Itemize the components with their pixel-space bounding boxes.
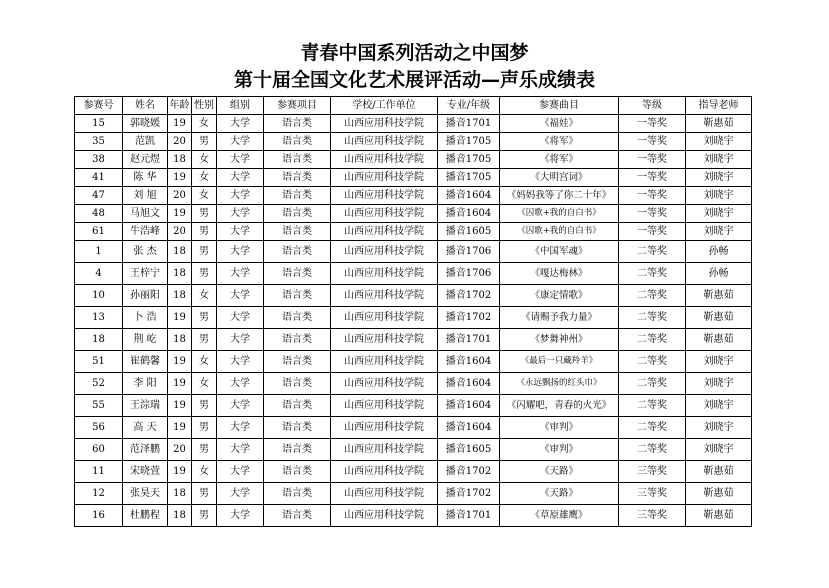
table-row [75, 285, 752, 307]
table-row [75, 187, 752, 205]
cell-age: 19 [168, 373, 192, 395]
cell-age: 20 [168, 133, 192, 151]
cell-teacher: 刘晓宇 [686, 187, 752, 205]
cell-name: 高 天 [123, 417, 168, 439]
cell-song: 《草原雄鹰》 [500, 505, 619, 527]
cell-major: 播音1702 [438, 461, 500, 483]
cell-number: 12 [75, 483, 123, 505]
cell-major: 播音1706 [438, 241, 500, 263]
cell-school: 山西应用科技学院 [331, 439, 438, 461]
cell-gender: 男 [192, 395, 217, 417]
cell-name: 陈 华 [123, 169, 168, 187]
cell-major: 播音1702 [438, 307, 500, 329]
cell-teacher: 孙畅 [686, 263, 752, 285]
cell-teacher: 刘晓宇 [686, 133, 752, 151]
cell-school: 山西应用科技学院 [331, 483, 438, 505]
cell-grade: 二等奖 [619, 351, 686, 373]
cell-grade: 一等奖 [619, 223, 686, 241]
cell-song: 《审判》 [500, 439, 619, 461]
cell-teacher: 刘晓宇 [686, 439, 752, 461]
title-line-2: 第十届全国文化艺术展评活动—声乐成绩表 [233, 69, 595, 91]
cell-teacher: 靳惠茹 [686, 285, 752, 307]
cell-teacher: 靳惠茹 [686, 461, 752, 483]
cell-teacher: 靳惠茹 [686, 307, 752, 329]
cell-grade: 二等奖 [619, 417, 686, 439]
cell-major: 播音1705 [438, 133, 500, 151]
cell-school: 山西应用科技学院 [331, 187, 438, 205]
cell-gender: 女 [192, 373, 217, 395]
cell-song: 《将军》 [500, 151, 619, 169]
cell-category: 语言类 [264, 115, 331, 133]
cell-number: 15 [75, 115, 123, 133]
cell-number: 56 [75, 417, 123, 439]
cell-gender: 女 [192, 169, 217, 187]
cell-song: 《囚歌+我的自白书》 [500, 205, 619, 223]
col-header-category: 参赛项目 [264, 97, 331, 115]
cell-song: 《福娃》 [500, 115, 619, 133]
cell-age: 19 [168, 461, 192, 483]
cell-song: 《请赐予我力量》 [500, 307, 619, 329]
cell-gender: 男 [192, 329, 217, 351]
col-header-gender: 性别 [192, 97, 217, 115]
table-row [75, 373, 752, 395]
cell-teacher: 刘晓宇 [686, 223, 752, 241]
col-header-age: 年龄 [168, 97, 192, 115]
cell-song: 《天路》 [500, 483, 619, 505]
cell-group: 大学 [217, 329, 264, 351]
cell-school: 山西应用科技学院 [331, 115, 438, 133]
cell-category: 语言类 [264, 461, 331, 483]
cell-teacher: 靳惠茹 [686, 115, 752, 133]
cell-number: 35 [75, 133, 123, 151]
cell-grade: 二等奖 [619, 373, 686, 395]
cell-group: 大学 [217, 439, 264, 461]
cell-major: 播音1701 [438, 329, 500, 351]
cell-age: 19 [168, 205, 192, 223]
cell-name: 牛浩峰 [123, 223, 168, 241]
cell-category: 语言类 [264, 285, 331, 307]
cell-grade: 二等奖 [619, 329, 686, 351]
cell-name: 刘 旭 [123, 187, 168, 205]
cell-gender: 女 [192, 351, 217, 373]
cell-age: 19 [168, 395, 192, 417]
table-row [75, 505, 752, 527]
cell-major: 播音1702 [438, 285, 500, 307]
cell-song: 《妈妈我等了你二十年》 [500, 187, 619, 205]
cell-song: 《最后一只藏羚羊》 [500, 351, 619, 373]
cell-school: 山西应用科技学院 [331, 395, 438, 417]
cell-school: 山西应用科技学院 [331, 151, 438, 169]
cell-grade: 三等奖 [619, 483, 686, 505]
cell-group: 大学 [217, 285, 264, 307]
cell-number: 13 [75, 307, 123, 329]
cell-age: 20 [168, 439, 192, 461]
cell-age: 18 [168, 241, 192, 263]
col-header-group: 组别 [217, 97, 264, 115]
cell-teacher: 刘晓宇 [686, 151, 752, 169]
cell-school: 山西应用科技学院 [331, 205, 438, 223]
table-row [75, 483, 752, 505]
cell-group: 大学 [217, 395, 264, 417]
cell-major: 播音1605 [438, 223, 500, 241]
table-row [75, 461, 752, 483]
cell-gender: 男 [192, 483, 217, 505]
cell-song: 《梦舞神州》 [500, 329, 619, 351]
cell-major: 播音1705 [438, 169, 500, 187]
cell-number: 51 [75, 351, 123, 373]
cell-number: 1 [75, 241, 123, 263]
cell-grade: 三等奖 [619, 505, 686, 527]
cell-teacher: 刘晓宇 [686, 351, 752, 373]
cell-song: 《嘎达梅林》 [500, 263, 619, 285]
cell-grade: 二等奖 [619, 307, 686, 329]
col-header-grade: 等级 [619, 97, 686, 115]
cell-group: 大学 [217, 505, 264, 527]
cell-name: 范泽鹏 [123, 439, 168, 461]
cell-school: 山西应用科技学院 [331, 223, 438, 241]
cell-category: 语言类 [264, 133, 331, 151]
cell-teacher: 刘晓宇 [686, 417, 752, 439]
cell-school: 山西应用科技学院 [331, 373, 438, 395]
cell-grade: 二等奖 [619, 285, 686, 307]
cell-name: 李 阳 [123, 373, 168, 395]
table-row [75, 169, 752, 187]
cell-grade: 一等奖 [619, 115, 686, 133]
cell-major: 播音1706 [438, 263, 500, 285]
cell-school: 山西应用科技学院 [331, 505, 438, 527]
cell-major: 播音1604 [438, 187, 500, 205]
table-row [75, 223, 752, 241]
cell-group: 大学 [217, 373, 264, 395]
cell-name: 郭晓媛 [123, 115, 168, 133]
col-header-name: 姓名 [123, 97, 168, 115]
cell-gender: 男 [192, 417, 217, 439]
cell-number: 41 [75, 169, 123, 187]
cell-song: 《大明宫词》 [500, 169, 619, 187]
cell-number: 60 [75, 439, 123, 461]
cell-name: 荆 屹 [123, 329, 168, 351]
cell-grade: 一等奖 [619, 187, 686, 205]
cell-school: 山西应用科技学院 [331, 461, 438, 483]
cell-major: 播音1701 [438, 505, 500, 527]
cell-name: 马旭文 [123, 205, 168, 223]
cell-number: 4 [75, 263, 123, 285]
table-row [75, 151, 752, 169]
cell-age: 19 [168, 417, 192, 439]
table-row [75, 133, 752, 151]
table-row [75, 115, 752, 133]
cell-school: 山西应用科技学院 [331, 351, 438, 373]
cell-major: 播音1604 [438, 395, 500, 417]
cell-name: 范凯 [123, 133, 168, 151]
cell-category: 语言类 [264, 351, 331, 373]
cell-number: 10 [75, 285, 123, 307]
cell-age: 20 [168, 223, 192, 241]
cell-song: 《天路》 [500, 461, 619, 483]
cell-gender: 女 [192, 285, 217, 307]
cell-gender: 男 [192, 241, 217, 263]
cell-group: 大学 [217, 417, 264, 439]
cell-number: 61 [75, 223, 123, 241]
cell-name: 张昊天 [123, 483, 168, 505]
cell-name: 王淙瑞 [123, 395, 168, 417]
table-row [75, 329, 752, 351]
cell-grade: 二等奖 [619, 241, 686, 263]
cell-major: 播音1604 [438, 417, 500, 439]
cell-teacher: 刘晓宇 [686, 373, 752, 395]
cell-number: 18 [75, 329, 123, 351]
cell-category: 语言类 [264, 373, 331, 395]
cell-teacher: 靳惠茹 [686, 483, 752, 505]
cell-category: 语言类 [264, 483, 331, 505]
cell-category: 语言类 [264, 169, 331, 187]
cell-group: 大学 [217, 483, 264, 505]
cell-group: 大学 [217, 115, 264, 133]
cell-group: 大学 [217, 461, 264, 483]
cell-group: 大学 [217, 205, 264, 223]
cell-category: 语言类 [264, 223, 331, 241]
cell-major: 播音1604 [438, 351, 500, 373]
cell-major: 播音1604 [438, 205, 500, 223]
col-header-teacher: 指导老师 [686, 97, 752, 115]
cell-school: 山西应用科技学院 [331, 241, 438, 263]
cell-gender: 女 [192, 461, 217, 483]
header-row [75, 97, 752, 115]
cell-age: 19 [168, 169, 192, 187]
cell-number: 11 [75, 461, 123, 483]
cell-age: 18 [168, 285, 192, 307]
cell-group: 大学 [217, 187, 264, 205]
cell-gender: 女 [192, 151, 217, 169]
cell-gender: 男 [192, 133, 217, 151]
cell-grade: 二等奖 [619, 395, 686, 417]
table-row [75, 263, 752, 285]
cell-number: 38 [75, 151, 123, 169]
cell-song: 《闪耀吧，青春的火光》 [500, 395, 619, 417]
cell-teacher: 刘晓宇 [686, 205, 752, 223]
cell-name: 王梓宁 [123, 263, 168, 285]
cell-category: 语言类 [264, 307, 331, 329]
cell-number: 48 [75, 205, 123, 223]
cell-song: 《将军》 [500, 133, 619, 151]
cell-category: 语言类 [264, 205, 331, 223]
cell-age: 19 [168, 307, 192, 329]
col-header-number: 参赛号 [75, 97, 123, 115]
col-header-song: 参赛曲目 [500, 97, 619, 115]
cell-name: 张 杰 [123, 241, 168, 263]
cell-grade: 一等奖 [619, 205, 686, 223]
cell-major: 播音1604 [438, 373, 500, 395]
cell-song: 《中国军魂》 [500, 241, 619, 263]
cell-gender: 女 [192, 187, 217, 205]
cell-age: 19 [168, 351, 192, 373]
cell-group: 大学 [217, 133, 264, 151]
cell-major: 播音1605 [438, 439, 500, 461]
cell-category: 语言类 [264, 505, 331, 527]
cell-gender: 男 [192, 205, 217, 223]
cell-school: 山西应用科技学院 [331, 417, 438, 439]
cell-name: 宋晓萱 [123, 461, 168, 483]
cell-gender: 男 [192, 307, 217, 329]
table-body [75, 115, 752, 527]
table-row [75, 307, 752, 329]
cell-grade: 二等奖 [619, 439, 686, 461]
cell-name: 杜鹏程 [123, 505, 168, 527]
cell-school: 山西应用科技学院 [331, 169, 438, 187]
cell-gender: 男 [192, 263, 217, 285]
cell-name: 卜 浩 [123, 307, 168, 329]
table-row [75, 439, 752, 461]
cell-group: 大学 [217, 307, 264, 329]
cell-gender: 男 [192, 223, 217, 241]
cell-category: 语言类 [264, 439, 331, 461]
cell-age: 18 [168, 329, 192, 351]
cell-category: 语言类 [264, 395, 331, 417]
cell-song: 《审判》 [500, 417, 619, 439]
cell-age: 18 [168, 505, 192, 527]
cell-song: 《永远飘扬的红头巾》 [500, 373, 619, 395]
cell-major: 播音1705 [438, 151, 500, 169]
cell-group: 大学 [217, 263, 264, 285]
cell-school: 山西应用科技学院 [331, 285, 438, 307]
table-row [75, 417, 752, 439]
cell-group: 大学 [217, 351, 264, 373]
table-row [75, 205, 752, 223]
cell-gender: 男 [192, 505, 217, 527]
cell-school: 山西应用科技学院 [331, 329, 438, 351]
cell-name: 孙丽阳 [123, 285, 168, 307]
cell-number: 47 [75, 187, 123, 205]
col-header-school: 学校/工作单位 [331, 97, 438, 115]
cell-gender: 女 [192, 115, 217, 133]
cell-group: 大学 [217, 151, 264, 169]
results-table [74, 96, 752, 527]
cell-name: 崔鹤馨 [123, 351, 168, 373]
col-header-major: 专业/年级 [438, 97, 500, 115]
cell-age: 20 [168, 187, 192, 205]
cell-teacher: 靳惠茹 [686, 329, 752, 351]
cell-category: 语言类 [264, 329, 331, 351]
cell-teacher: 刘晓宇 [686, 169, 752, 187]
cell-group: 大学 [217, 169, 264, 187]
cell-song: 《囚歌+我的自白书》 [500, 223, 619, 241]
cell-grade: 一等奖 [619, 133, 686, 151]
cell-teacher: 靳惠茹 [686, 505, 752, 527]
cell-major: 播音1702 [438, 483, 500, 505]
cell-age: 18 [168, 483, 192, 505]
cell-song: 《康定情歌》 [500, 285, 619, 307]
cell-school: 山西应用科技学院 [331, 307, 438, 329]
cell-category: 语言类 [264, 187, 331, 205]
cell-school: 山西应用科技学院 [331, 133, 438, 151]
cell-category: 语言类 [264, 241, 331, 263]
table-row [75, 351, 752, 373]
table-row [75, 241, 752, 263]
cell-teacher: 孙畅 [686, 241, 752, 263]
cell-grade: 一等奖 [619, 169, 686, 187]
cell-major: 播音1701 [438, 115, 500, 133]
cell-school: 山西应用科技学院 [331, 263, 438, 285]
cell-teacher: 刘晓宇 [686, 395, 752, 417]
cell-number: 55 [75, 395, 123, 417]
cell-group: 大学 [217, 223, 264, 241]
cell-group: 大学 [217, 241, 264, 263]
cell-grade: 一等奖 [619, 151, 686, 169]
cell-grade: 三等奖 [619, 461, 686, 483]
cell-age: 18 [168, 151, 192, 169]
cell-gender: 男 [192, 439, 217, 461]
cell-category: 语言类 [264, 151, 331, 169]
cell-name: 赵元煜 [123, 151, 168, 169]
cell-category: 语言类 [264, 263, 331, 285]
cell-number: 52 [75, 373, 123, 395]
table-row [75, 395, 752, 417]
cell-number: 16 [75, 505, 123, 527]
cell-age: 18 [168, 263, 192, 285]
cell-category: 语言类 [264, 417, 331, 439]
title-line-1: 青春中国系列活动之中国梦 [300, 42, 529, 64]
cell-age: 19 [168, 115, 192, 133]
cell-grade: 二等奖 [619, 263, 686, 285]
